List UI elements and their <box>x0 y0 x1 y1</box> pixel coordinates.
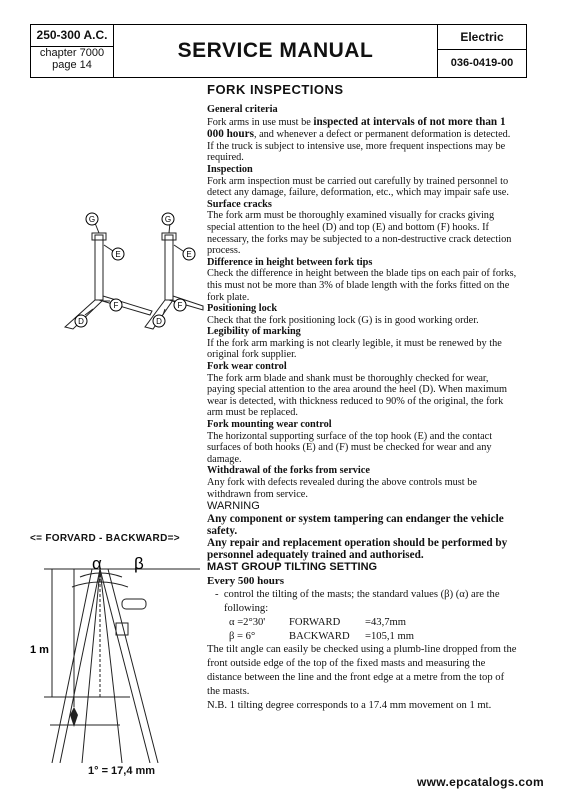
mast-row-beta: β = 6° BACKWARD =105,1 mm <box>229 630 414 642</box>
label-e2: E <box>186 250 192 259</box>
header-box <box>30 24 527 78</box>
section-title: FORK INSPECTIONS <box>207 82 344 97</box>
body-text <box>207 104 519 712</box>
beta-label: β <box>134 554 144 573</box>
marking-text: If the fork arm marking is not clearly legible, it must be renewed by the original fork supplier. <box>207 337 502 361</box>
withdrawal-title: Withdrawal of the forks from service <box>207 465 370 477</box>
label-g1: G <box>88 215 96 224</box>
mounting-title: Fork mounting wear control <box>207 419 332 431</box>
inspection-title: Inspection <box>207 163 253 175</box>
type-label: Electric <box>438 25 526 50</box>
lock-text: Check that the fork positioning lock (G) is in good working order. <box>207 314 479 326</box>
website-footer[interactable]: www.epcatalogs.com <box>417 775 544 789</box>
model-label: 250-300 A.C. <box>31 25 113 47</box>
general-title: General criteria <box>207 104 278 115</box>
label-d2: D <box>156 317 162 326</box>
lock-title: Positioning lock <box>207 303 278 315</box>
cracks-text: The fork arm must be thoroughly examined visually for cracks giving special attention to the heel (D) and top (E) and bottom (F) hooks. If necessary, the forks may be subjected to a non-destructive crack detection process. <box>207 210 512 257</box>
chapter-label: chapter 7000 <box>39 47 105 59</box>
mast-note: N.B. 1 tilting degree corresponds to a 17.4 mm movement on 1 mt. <box>207 699 492 711</box>
label-e1: E <box>115 250 121 259</box>
label-f1: F <box>113 301 119 310</box>
warning-line2: Any repair and replacement operation should be performed by personnel adequately trained and authorised. <box>207 537 508 562</box>
forward-backward-caption: <= FORVARD - BACKWARD=> <box>30 533 180 544</box>
header-model-cell <box>31 25 114 77</box>
height-title: Difference in height between fork tips <box>207 256 373 268</box>
label-f2: F <box>177 301 183 310</box>
mast-content <box>207 588 519 712</box>
height-label: 1 m <box>30 644 49 656</box>
manual-title: SERVICE MANUAL <box>114 25 438 77</box>
mast-title: MAST GROUP TILTING SETTING <box>207 561 378 574</box>
mast-interval: Every 500 hours <box>207 575 284 588</box>
label-g2: G <box>164 215 172 224</box>
wear-text: The fork arm blade and shank must be thoroughly checked for wear, paying special attention to the area around the heel (D). When maximum wear is detected, with thickness reduced to 90% of the original, the fork arm must be replaced. <box>207 372 508 419</box>
general-text: Fork arms in use must be inspected at intervals of not more than 1 000 hours, and whenever a defect or permanent deformation is detected. If the truck is subject to intensive use, more frequent inspections may be required. <box>207 115 511 164</box>
marking-title: Legibility of marking <box>207 326 301 338</box>
mast-row-alpha: α =2°30' FORWARD =43,7mm <box>229 616 406 628</box>
header-type-cell <box>438 25 526 77</box>
mast-paragraph: The tilt angle can easily be checked using a plumb-line dropped from the front outside edge of the top of the fixed masts and measuring the distance between the line and the front edge at a metre from the top of the masts. <box>207 644 517 697</box>
mast-bullet: - control the tilting of the masts; the standard values (β) (α) are the following: <box>215 589 500 614</box>
height-text: Check the difference in height between the blade tips on each pair of forks, this must not be more than 3% of blade length with the forks fitted on the fork plate. <box>207 268 517 303</box>
label-d1: D <box>78 317 84 326</box>
mounting-text: The horizontal supporting surface of the top hook (E) and the contact surfaces of both hooks (E) and (F) must be checked for wear and any damage. <box>207 430 493 465</box>
cracks-title: Surface cracks <box>207 198 272 210</box>
degree-caption: 1° = 17,4 mm <box>88 765 156 777</box>
mast-tilt-diagram <box>30 547 202 763</box>
wear-title: Fork wear control <box>207 361 287 373</box>
warning-title: WARNING <box>207 500 260 513</box>
alpha-label: α <box>92 554 102 573</box>
chapter-page <box>31 47 113 71</box>
inspection-text: Fork arm inspection must be carried out carefully by trained personnel to detect any damage, failure, deformation, etc., which may impair safe use. <box>207 175 509 199</box>
warning-line1: Any component or system tampering can endanger the vehicle safety. <box>207 513 504 538</box>
page-label: page 14 <box>52 59 92 71</box>
doc-code: 036-0419-00 <box>450 57 514 69</box>
fork-diagram <box>55 205 205 335</box>
withdrawal-text: Any fork with defects revealed during the above controls must be withdrawn from service. <box>207 477 477 500</box>
